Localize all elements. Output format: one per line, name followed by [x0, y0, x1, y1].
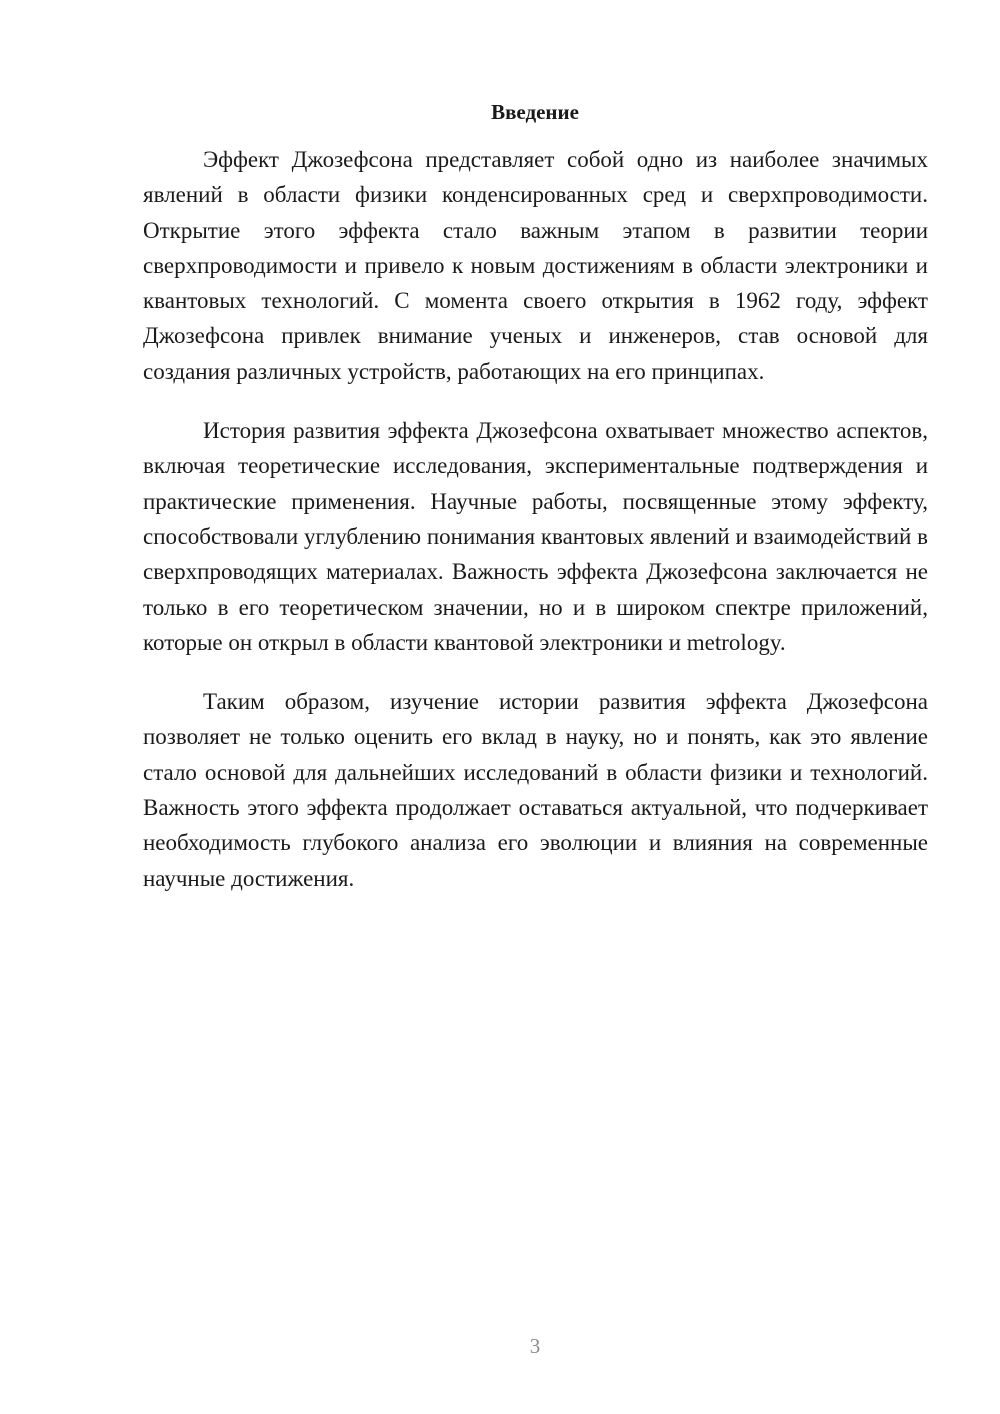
body-text	[143, 142, 928, 920]
paragraph-2: История развития эффекта Джозефсона охватывает множество аспектов, включая теоретические исследования, экспериментальные подтверждения и практические применения. Научные работы, посвященные этому эффекту, способствовали углублению понимания квантовых явлений и взаимодействий в сверхпроводящих материалах. Важность эффекта Джозефсона заключается не только в его теоретическом значении, но и в широком спектре приложений, которые он открыл в области квантовой электроники и metrology.	[143, 418, 928, 655]
paragraph-1: Эффект Джозефсона представляет собой одно из наиболее значимых явлений в области физики конденсированных сред и сверхпроводимости. Открытие этого эффекта стало важным этапом в развитии теории сверхпроводимости и привело к новым достижениям в области электроники и квантовых технологий. С момента своего открытия в 1962 году, эффект Джозефсона привлек внимание ученых и инженеров, став основой для создания различных устройств, работающих на его принципах.	[143, 147, 928, 384]
paragraph-3: Таким образом, изучение истории развития эффекта Джозефсона позволяет не только оценить его вклад в науку, но и понять, как это явление стало основой для дальнейших исследований в области физики и технологий. Важность этого эффекта продолжает оставаться актуальной, что подчеркивает необходимость глубокого анализа его эволюции и влияния на современные научные достижения.	[143, 689, 928, 891]
section-heading: Введение	[491, 100, 579, 124]
page-number: 3	[529, 1334, 541, 1358]
